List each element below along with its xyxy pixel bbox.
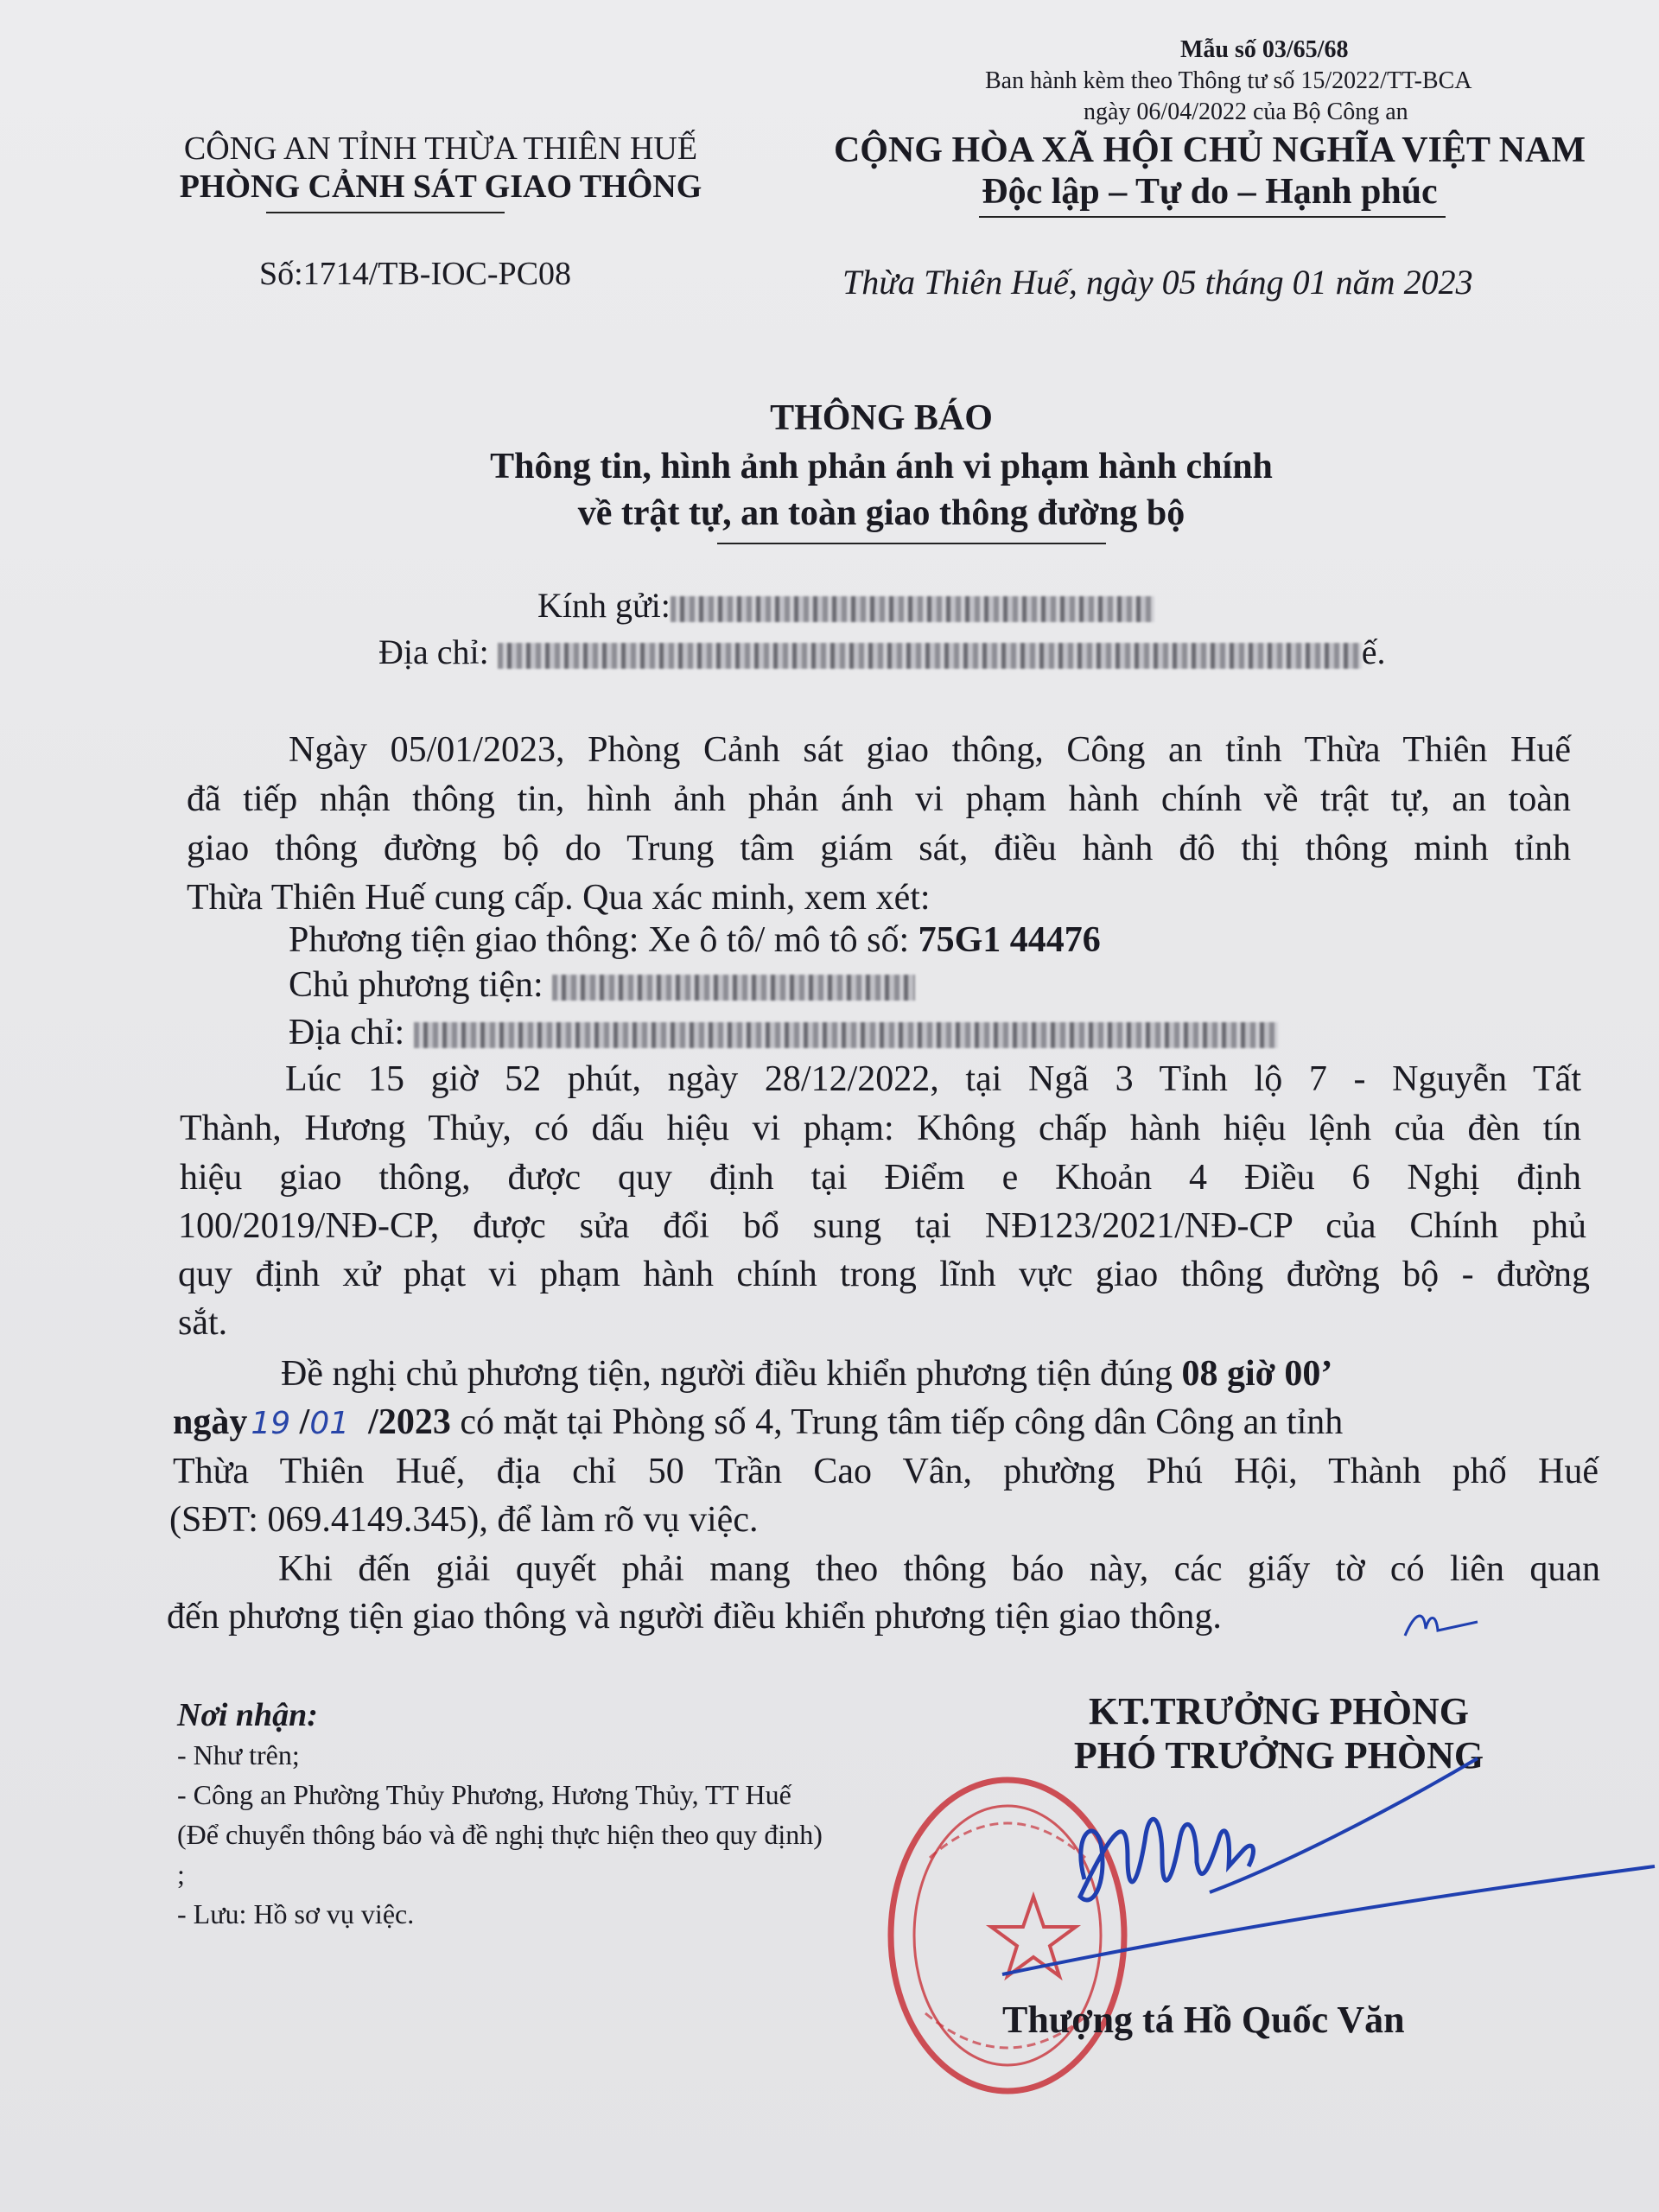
- vehicle-line: [289, 916, 1101, 965]
- owner-label: Chủ phương tiện:: [289, 965, 543, 1005]
- agency-underline: [266, 212, 505, 213]
- p3-line-2: [173, 1398, 1343, 1448]
- document-number: Số:1714/TB-IOC-PC08: [259, 256, 572, 292]
- p2-line-2: Thành, Hương Thủy, có dấu hiệu vi phạm: Không chấp hành hiệu lệnh của đèn tín: [180, 1109, 1581, 1148]
- signature-title-2: PHÓ TRƯỞNG PHÒNG: [1073, 1734, 1484, 1777]
- recipient-address-line: [378, 632, 1386, 672]
- nation-header: [778, 130, 1642, 213]
- license-plate: 75G1 44476: [918, 920, 1101, 960]
- appointment-year: /2023: [368, 1402, 451, 1442]
- p3-line-1: [281, 1350, 1332, 1399]
- appointment-time: 08 giờ 00’: [1181, 1354, 1333, 1394]
- receivers-block: [177, 1695, 851, 1934]
- form-number: Mẫu số 03/65/68: [1180, 36, 1349, 63]
- p2-line-6: sắt.: [178, 1303, 228, 1343]
- p4-line-2: đến phương tiện giao thông và người điều khiển phương tiện giao thông.: [167, 1597, 1222, 1637]
- vehicle-label: Phương tiện giao thông: Xe ô tô/ mô tô số:: [289, 920, 918, 960]
- p2-line-1: Lúc 15 giờ 52 phút, ngày 28/12/2022, tại Ngã 3 Tỉnh lộ 7 - Nguyễn Tất: [285, 1059, 1581, 1099]
- redacted-recipient-address: [498, 643, 1362, 669]
- p3-line-4: (SĐT: 069.4149.345), để làm rõ vụ việc.: [169, 1500, 759, 1540]
- p4-line-1: Khi đến giải quyết phải mang theo thông báo này, các giấy tờ có liên quan: [278, 1549, 1600, 1589]
- day-label: ngày: [173, 1402, 248, 1442]
- p2-line-4: 100/2019/NĐ-CP, được sửa đổi bổ sung tại NĐ123/2021/NĐ-CP của Chính phủ: [178, 1206, 1586, 1246]
- p1-line-2: đã tiếp nhận thông tin, hình ảnh phản ánh vi phạm hành chính về trật tự, an toàn: [187, 779, 1571, 819]
- p3-text-a: Đề nghị chủ phương tiện, người điều khiển phương tiện đúng: [281, 1354, 1182, 1394]
- signature-title-1: KT.TRƯỞNG PHÒNG: [1089, 1690, 1469, 1732]
- p2-line-5: quy định xử phạt vi phạm hành chính trong lĩnh vực giao thông đường bộ - đường: [178, 1255, 1590, 1294]
- p3-text-b: có mặt tại Phòng số 4, Trung tâm tiếp công dân Công an tỉnh: [450, 1402, 1344, 1442]
- p3-line-3: Thừa Thiên Huế, địa chỉ 50 Trần Cao Vân, phường Phú Hội, Thành phố Huế: [173, 1452, 1599, 1491]
- agency-line-2: PHÒNG CẢNH SÁT GIAO THÔNG: [179, 168, 702, 205]
- motto-underline: [979, 216, 1446, 218]
- nation-line-1: CỘNG HÒA XÃ HỘI CHỦ NGHĨA VIỆT NAM: [833, 130, 1586, 170]
- handwritten-signature: [950, 1745, 1659, 1987]
- receivers-heading: Nơi nhận:: [177, 1697, 318, 1733]
- title-line-3: về trật tự, an toàn giao thông đường bộ: [577, 493, 1185, 533]
- owner-line: [289, 961, 915, 1010]
- receiver-item-3: - Lưu: Hồ sơ vụ việc.: [177, 1898, 415, 1929]
- title-underline: [717, 543, 1106, 544]
- nation-motto: Độc lập – Tự do – Hạnh phúc: [982, 172, 1438, 212]
- initial-mark: [1400, 1603, 1486, 1646]
- agency-header: [130, 130, 752, 206]
- redacted-recipient-name: [671, 596, 1154, 622]
- redacted-owner-address: [414, 1022, 1278, 1048]
- p1-line-1: Ngày 05/01/2023, Phòng Cảnh sát giao thông, Công an tỉnh Thừa Thiên Huế: [289, 730, 1571, 770]
- receiver-item-1: - Như trên;: [177, 1739, 300, 1770]
- handwritten-month: 01: [309, 1406, 350, 1441]
- place-date: Thừa Thiên Huế, ngày 05 tháng 01 năm 2023: [842, 263, 1473, 302]
- receiver-item-2: - Công an Phường Thủy Phương, Hương Thủy, TT Huế (Để chuyển thông báo và đề nghị thực hiện theo quy định) ;: [177, 1779, 823, 1890]
- owner-address-label: Địa chỉ:: [289, 1013, 405, 1052]
- date-separator: /: [299, 1402, 310, 1442]
- handwritten-day: 19: [251, 1406, 291, 1441]
- notice-title: [0, 397, 1659, 534]
- title-line-2: Thông tin, hình ảnh phản ánh vi phạm hành chính: [490, 447, 1273, 486]
- signer-name: Thượng tá Hồ Quốc Văn: [1002, 1999, 1405, 2041]
- address-label: Địa chỉ:: [378, 632, 489, 671]
- p2-line-3: hiệu giao thông, được quy định tại Điểm e Khoản 4 Điều 6 Nghị định: [180, 1158, 1581, 1198]
- issued-line-1: Ban hành kèm theo Thông tư số 15/2022/TT-BCA: [985, 67, 1472, 94]
- p1-line-4: Thừa Thiên Huế cung cấp. Qua xác minh, xem xét:: [187, 878, 931, 918]
- recipient-line: [537, 585, 1154, 626]
- title-line-1: THÔNG BÁO: [770, 398, 993, 438]
- to-label: Kính gửi:: [537, 586, 671, 625]
- owner-address-line: [289, 1008, 1278, 1058]
- address-tail: ế.: [1361, 632, 1386, 671]
- issued-line-2: ngày 06/04/2022 của Bộ Công an: [1084, 99, 1408, 125]
- agency-line-1: CÔNG AN TỈNH THỪA THIÊN HUẾ: [183, 130, 698, 167]
- p1-line-3: giao thông đường bộ do Trung tâm giám sát, điều hành đô thị thông minh tỉnh: [187, 829, 1571, 868]
- redacted-owner-name: [552, 975, 915, 1001]
